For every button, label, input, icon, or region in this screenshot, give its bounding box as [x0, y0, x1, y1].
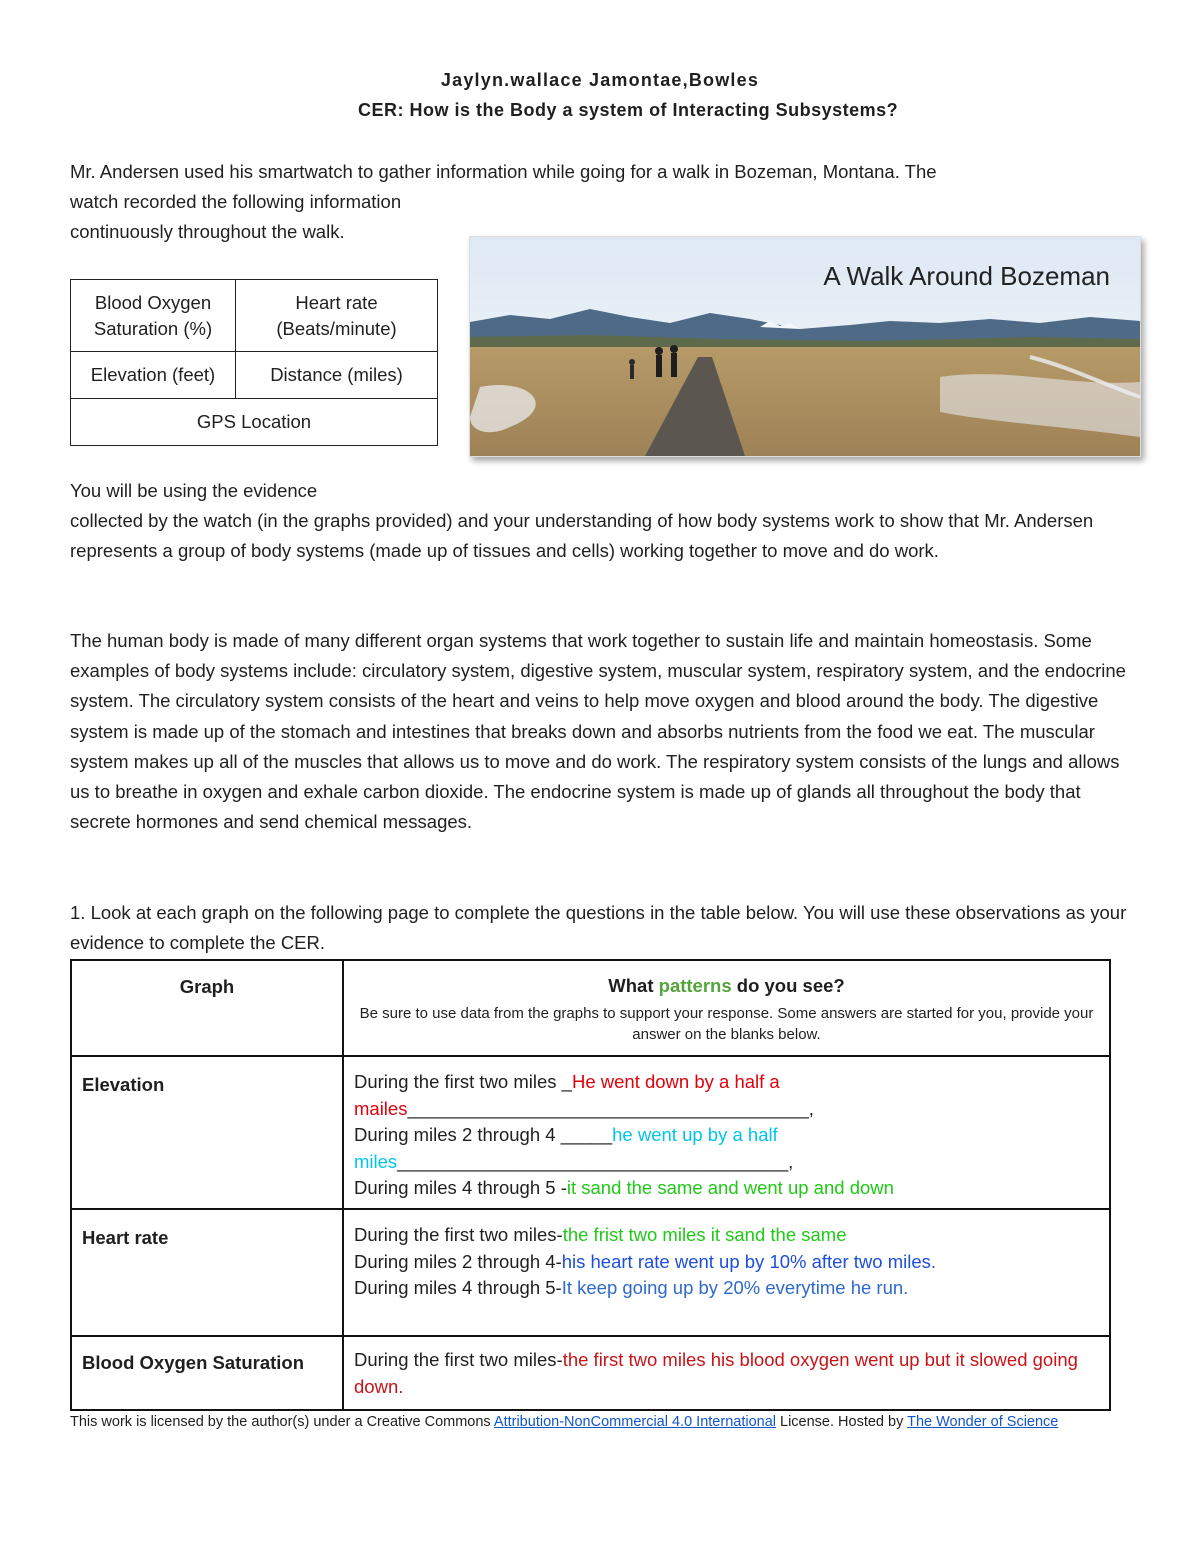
hosted-text: License. Hosted by	[775, 1414, 908, 1430]
patterns-column-header	[343, 960, 1110, 1056]
evidence-line-1: You will be using the evidence	[70, 480, 318, 501]
license-text: This work is licensed by the author(s) under a Creative Commons	[70, 1414, 494, 1430]
row-label-heart-rate: Heart rate	[71, 1209, 343, 1336]
elevation-blank-1: _______________________________________	[407, 1097, 809, 1119]
license-link[interactable]: Attribution-NonCommercial 4.0 International	[493, 1414, 776, 1430]
body-systems-paragraph: The human body is made of many different organ systems that work together to sustain life and maintain homeostasis. Some examples of body systems include: circulatory system, digestive system, muscular system, respiratory system, and the endocrine system. The circulatory system consists of the heart and veins to help move oxygen and blood around the body. The digestive system is made up of the stomach and intestines that breaks down and absorbs nutrients from the food we eat. The muscular system makes up all of the muscles that allows us to move and do work. The respiratory system consists of the lungs and allows us to breathe in oxygen and exhale carbon dioxide. The endocrine system is made up of glands all throughout the body that secrete hormones and send chemical messages.	[70, 630, 1126, 833]
elevation-answer-1b[interactable]: mailes	[354, 1097, 408, 1119]
table-row	[71, 1336, 1110, 1410]
license-footer	[70, 1412, 1080, 1433]
elevation-comma-2: ,	[788, 1150, 794, 1172]
elevation-answers[interactable]	[343, 1056, 1110, 1209]
evidence-rest: collected by the watch (in the graphs provided) and your understanding of how body systems work to show that Mr. Andersen represents a group of body systems (made up of tissues and cells) working together to move and do work.	[70, 510, 1094, 562]
elevation-blank-2: ______________________________________	[397, 1150, 789, 1172]
patterns-heading-post: do you see?	[731, 975, 845, 996]
intro-text	[70, 157, 1135, 248]
evidence-text	[70, 476, 1135, 567]
patterns-heading	[358, 973, 1095, 999]
patterns-heading-accent: patterns	[658, 975, 732, 996]
row-label-elevation: Elevation	[71, 1056, 343, 1209]
graph-column-header: Graph	[71, 960, 343, 1056]
question-1: 1. Look at each graph on the following page to complete the questions in the table below. You will use these observations as your evidence to complete the CER.	[70, 902, 1127, 954]
elevation-prompt-2: During miles 2 through 4 _____	[354, 1124, 613, 1145]
heart-answer-3[interactable]: It keep going up by 20% everytime he run.	[561, 1277, 909, 1298]
student-names: Jaylyn.wallace Jamontae,Bowles	[440, 70, 760, 90]
table-row	[71, 1209, 1110, 1336]
heart-answer-1[interactable]: the frist two miles it sand the same	[562, 1224, 847, 1245]
elevation-answer-1[interactable]: He went down by a half a	[571, 1071, 780, 1092]
patterns-subheading: Be sure to use data from the graphs to support your response. Some answers are started for you, provide your answer on the blanks below.	[359, 1005, 1094, 1043]
intro-line-3: continuously throughout the walk.	[70, 221, 345, 243]
patterns-heading-pre: What	[608, 975, 659, 996]
table-row	[71, 1056, 1110, 1209]
elevation-answer-2b[interactable]: miles	[354, 1150, 398, 1172]
intro-line-2: watch recorded the following information	[70, 191, 402, 213]
row-label-blood-oxygen: Blood Oxygen Saturation	[71, 1336, 343, 1410]
wonder-of-science-link[interactable]: The Wonder of Science	[907, 1414, 1059, 1430]
oxygen-prompt-1: During the first two miles-	[354, 1349, 563, 1370]
watch-cell-blood-oxygen: Blood Oxygen Saturation (%)	[71, 280, 236, 352]
heart-prompt-2: During miles 2 through 4-	[354, 1250, 562, 1272]
elevation-comma-1: ,	[808, 1097, 814, 1119]
watch-data-table	[70, 279, 438, 446]
page-title-text: CER: How is the Body a system of Interacting Subsystems?	[358, 100, 899, 120]
oxygen-answer-1[interactable]: the first two miles his blood oxygen went up but it slowed going down.	[354, 1349, 1078, 1397]
watch-cell-gps: GPS Location	[71, 399, 438, 446]
heart-prompt-1: During the first two miles-	[354, 1224, 563, 1245]
blood-oxygen-answers[interactable]	[343, 1336, 1110, 1410]
heart-rate-answers[interactable]	[343, 1209, 1110, 1336]
heart-prompt-3: During miles 4 through 5-	[354, 1277, 562, 1298]
bozeman-walk-photo	[469, 236, 1141, 457]
heart-answer-2[interactable]: his heart rate went up by 10% after two miles.	[561, 1250, 937, 1272]
photo-title: A Walk Around Bozeman	[823, 261, 1110, 291]
elevation-answer-2[interactable]: he went up by a half	[612, 1124, 778, 1145]
elevation-prompt-3: During miles 4 through 5 -	[354, 1177, 567, 1198]
elevation-answer-3[interactable]: it sand the same and went up and down	[566, 1177, 894, 1198]
patterns-table	[70, 959, 1111, 1411]
watch-cell-elevation: Elevation (feet)	[71, 352, 236, 399]
watch-cell-heart-rate: Heart rate (Beats/minute)	[236, 280, 438, 352]
intro-line-1: Mr. Andersen used his smartwatch to gather information while going for a walk in Bozeman, Montana. The	[70, 161, 937, 182]
elevation-prompt-1: During the first two miles _	[354, 1071, 572, 1092]
watch-cell-distance: Distance (miles)	[236, 352, 438, 399]
